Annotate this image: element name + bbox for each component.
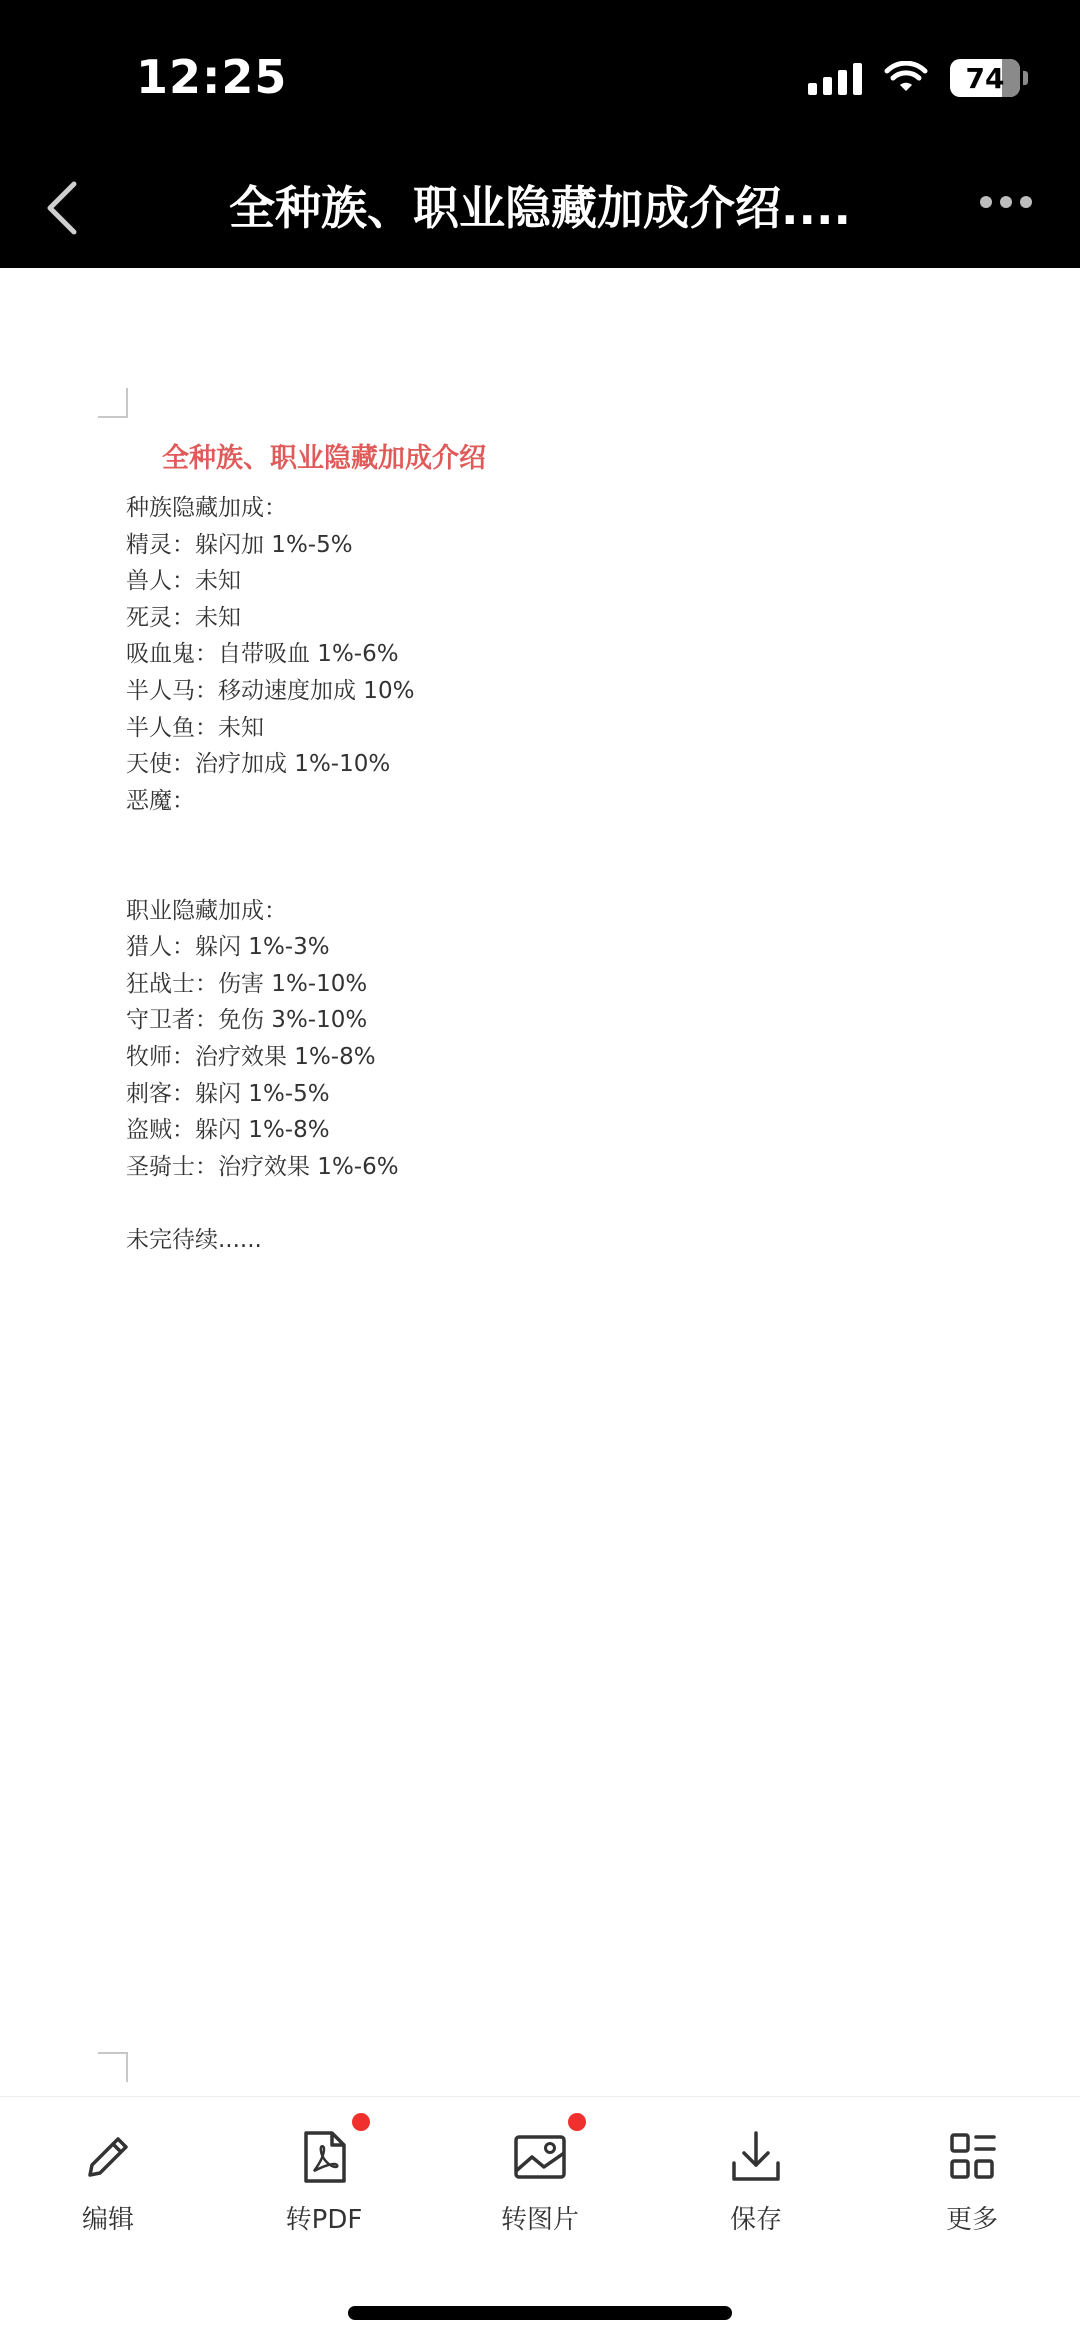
document-line: 盗贼：躲闪 1%-8% [126,1117,330,1144]
wifi-icon [884,61,928,95]
top-bar [0,0,1080,268]
page-corner-mark [98,2052,128,2082]
document-line: 圣骑士：治疗效果 1%-6% [126,1153,399,1180]
battery-level: 74 [965,61,1005,95]
document-line [126,856,414,893]
document-line: 精灵：躲闪加 1%-5% [126,531,353,558]
document-line: 牧师：治疗效果 1%-8% [126,1043,376,1070]
status-time: 12:25 [136,50,288,104]
notification-dot [352,2113,370,2131]
battery-icon [950,59,1020,97]
image-icon [510,2127,570,2187]
document-heading: 全种族、职业隐藏加成介绍 [162,443,486,474]
convert-image-label: 转图片 [500,2205,579,2235]
document-line: 猎人：躲闪 1%-3% [126,934,330,961]
back-chevron-icon[interactable] [40,178,84,238]
document-line [126,1185,414,1222]
document-line: 天使：治疗加成 1%-10% [126,751,391,778]
document-body [126,490,414,1258]
bottom-toolbar [0,2096,1080,2342]
document-line: 吸血鬼：自带吸血 1%-6% [126,641,399,668]
pdf-file-icon [294,2127,354,2187]
download-icon [726,2127,786,2187]
edit-label: 编辑 [81,2205,134,2235]
page-corner-mark [98,388,128,418]
document-line: 刺客：躲闪 1%-5% [126,1080,330,1107]
convert-pdf-label: 转PDF [285,2205,363,2235]
document-line: 兽人：未知 [126,568,241,595]
more-button[interactable] [902,2127,1042,2236]
save-button[interactable] [686,2127,826,2236]
grid-menu-icon [942,2127,1002,2187]
convert-image-button[interactable] [470,2127,610,2236]
convert-pdf-button[interactable] [254,2127,394,2236]
document-line: 未完待续...... [126,1226,262,1253]
document-line: 狂战士：伤害 1%-10% [126,970,368,997]
edit-button[interactable] [38,2127,178,2236]
document-line: 守卫者：免伤 3%-10% [126,1007,368,1034]
home-indicator [348,2306,732,2320]
document-line: 种族隐藏加成： [126,495,287,521]
document-page [0,268,1080,2096]
document-line: 半人鱼：未知 [126,714,264,741]
document-line: 恶魔： [126,787,195,814]
document-line: 职业隐藏加成： [126,897,287,924]
save-label: 保存 [729,2205,782,2235]
document-line [126,819,414,856]
cellular-signal-icon [808,61,862,95]
pencil-icon [78,2127,138,2187]
more-options-icon[interactable] [980,196,1032,208]
document-line: 半人马：移动速度加成 10% [126,677,415,704]
more-label: 更多 [945,2205,998,2235]
status-icons [808,58,1020,98]
document-line: 死灵：未知 [126,604,241,631]
notification-dot [568,2113,586,2131]
document-title-header: 全种族、职业隐藏加成介绍.... [229,181,851,235]
